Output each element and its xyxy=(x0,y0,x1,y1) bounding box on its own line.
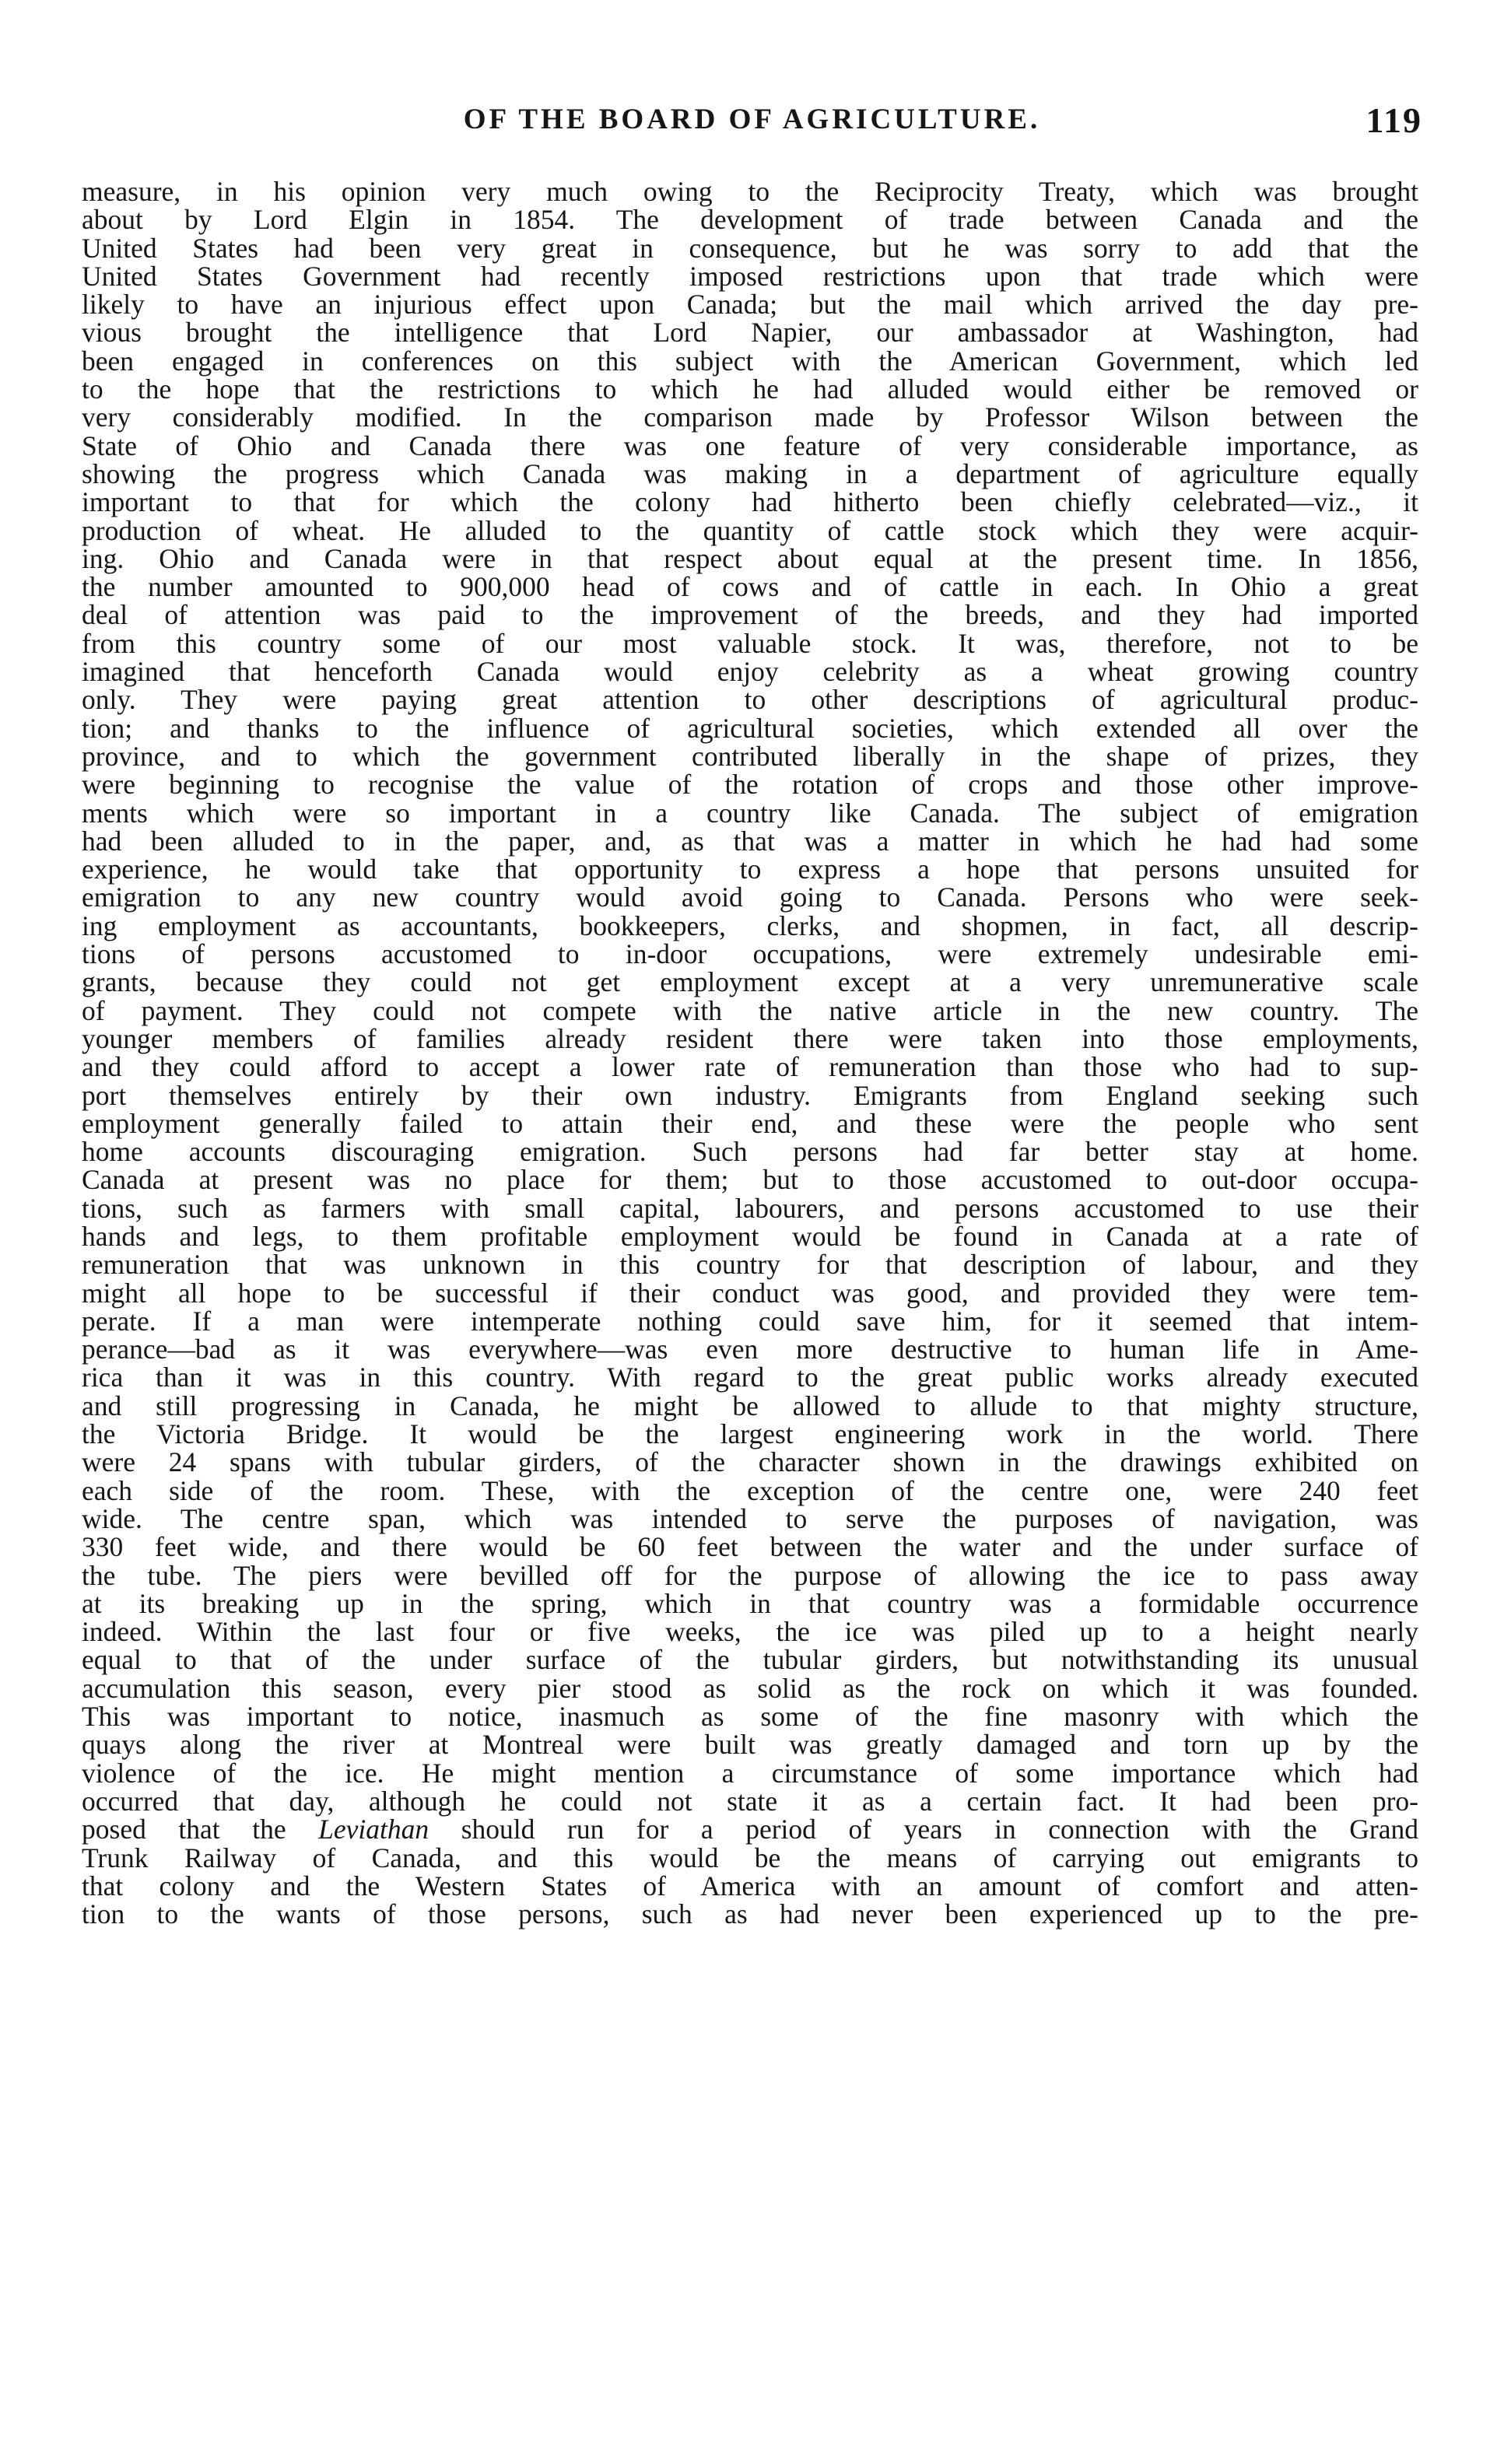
text-line: and still progressing in Canada, he might be allowed to allude to that mighty structure, xyxy=(82,1390,1418,1421)
text-line: Trunk Railway of Canada, and this would be the means of carrying out emigrants to xyxy=(82,1842,1418,1873)
text-line: emigration to any new country would avoid going to Canada. Persons who were seek- xyxy=(82,882,1418,913)
page-number: 119 xyxy=(1366,100,1422,140)
text-line: experience, he would take that opportunity to express a hope that persons unsuited for xyxy=(82,853,1418,885)
text-line: 330 feet wide, and there would be 60 feet between the water and the under surface of xyxy=(82,1531,1418,1563)
text-line: employment generally failed to attain their end, and these were the people who sent xyxy=(82,1107,1418,1139)
text-line: been engaged in conferences on this subject with the American Government, which led xyxy=(82,345,1418,377)
text-line: State of Ohio and Canada there was one feature of very considerable importance, as xyxy=(82,429,1418,461)
text-line: indeed. Within the last four or five weeks, the ice was piled up to a height nearly xyxy=(82,1616,1418,1648)
text-line-with-italic xyxy=(82,1815,1418,1843)
text-line: younger members of families already resident there were taken into those employments, xyxy=(82,1022,1418,1054)
text-line: to the hope that the restrictions to which he had alluded would either be removed or xyxy=(82,373,1418,405)
text-line: accumulation this season, every pier stood as solid as the rock on which it was founded. xyxy=(82,1672,1418,1704)
text-line: This was important to notice, inasmuch as some of the fine masonry with which the xyxy=(82,1701,1418,1733)
text-line: the Victoria Bridge. It would be the largest engineering work in the world. There xyxy=(82,1418,1418,1450)
body-text xyxy=(82,177,1418,1928)
text-line-start: posed that the xyxy=(82,1814,319,1845)
text-line: vious brought the intelligence that Lord Napier, our ambassador at Washington, had xyxy=(82,317,1418,349)
text-line: showing the progress which Canada was making in a department of agriculture equally xyxy=(82,457,1418,489)
text-line: the number amounted to 900,000 head of cows and of cattle in each. In Ohio a great xyxy=(82,571,1418,603)
text-line: United States had been very great in consequence, but he was sorry to add that the xyxy=(82,232,1418,264)
text-line: home accounts discouraging emigration. Such persons had far better stay at home. xyxy=(82,1136,1418,1168)
text-line: from this country some of our most valuable stock. It was, therefore, not to be xyxy=(82,627,1418,659)
text-line: United States Government had recently imposed restrictions upon that trade which were xyxy=(82,260,1418,292)
text-line: measure, in his opinion very much owing to the Reciprocity Treaty, which was brought xyxy=(82,176,1418,207)
text-line: quays along the river at Montreal were built was greatly damaged and torn up by the xyxy=(82,1729,1418,1761)
text-line: tions of persons accustomed to in-door occupations, were extremely undesirable emi- xyxy=(82,938,1418,970)
text-line: each side of the room. These, with the exception of the centre one, were 240 feet xyxy=(82,1474,1418,1506)
text-line: Canada at present was no place for them; but to those accustomed to out-door occupa- xyxy=(82,1164,1418,1196)
text-line: remuneration that was unknown in this country for that description of labour, and they xyxy=(82,1249,1418,1281)
text-line: at its breaking up in the spring, which in that country was a formidable occurrence xyxy=(82,1587,1418,1619)
text-line: deal of attention was paid to the improvement of the breeds, and they had imported xyxy=(82,599,1418,631)
text-line: tions, such as farmers with small capital, labourers, and persons accustomed to use their xyxy=(82,1192,1418,1224)
text-line: violence of the ice. He might mention a circumstance of some importance which had xyxy=(82,1757,1418,1789)
text-line: important to that for which the colony had hitherto been chiefly celebrated—viz., it xyxy=(82,486,1418,518)
text-line: about by Lord Elgin in 1854. The development of trade between Canada and the xyxy=(82,204,1418,236)
text-line: the tube. The piers were bevilled off for the purpose of allowing the ice to pass away xyxy=(82,1559,1418,1591)
text-line-end: should run for a period of years in connection with the Grand xyxy=(429,1814,1418,1845)
italic-term: Leviathan xyxy=(318,1814,429,1845)
text-line: province, and to which the government contributed liberally in the shape of prizes, they xyxy=(82,740,1418,772)
text-line: rica than it was in this country. With regard to the great public works already executed xyxy=(82,1362,1418,1393)
text-line: tion to the wants of those persons, such as had never been experienced up to the pre- xyxy=(82,1898,1418,1930)
text-line: imagined that henceforth Canada would enjoy celebrity as a wheat growing country xyxy=(82,656,1418,688)
text-line: had been alluded to in the paper, and, as that was a matter in which he had had some xyxy=(82,825,1418,857)
page-header xyxy=(82,100,1422,149)
text-line: wide. The centre span, which was intended to serve the purposes of navigation, was xyxy=(82,1502,1418,1534)
text-line: only. They were paying great attention to other descriptions of agricultural produc- xyxy=(82,684,1418,716)
text-line: were beginning to recognise the value of the rotation of crops and those other improve- xyxy=(82,769,1418,801)
text-line: perance—bad as it was everywhere—was even more destructive to human life in Ame- xyxy=(82,1334,1418,1365)
text-line: production of wheat. He alluded to the quantity of cattle stock which they were acquir- xyxy=(82,514,1418,546)
text-line: equal to that of the under surface of the tubular girders, but notwithstanding its unusual xyxy=(82,1644,1418,1676)
text-line: likely to have an injurious effect upon Canada; but the mail which arrived the day pre- xyxy=(82,289,1418,321)
text-line: port themselves entirely by their own industry. Emigrants from England seeking such xyxy=(82,1079,1418,1111)
text-line: very considerably modified. In the comparison made by Professor Wilson between the xyxy=(82,401,1418,433)
text-line: hands and legs, to them profitable employment would be found in Canada at a rate of xyxy=(82,1220,1418,1252)
text-line: ing employment as accountants, bookkeepers, clerks, and shopmen, in fact, all descrip- xyxy=(82,910,1418,941)
text-line: tion; and thanks to the influence of agricultural societies, which extended all over the xyxy=(82,712,1418,744)
text-line: occurred that day, although he could not state it as a certain fact. It had been pro- xyxy=(82,1785,1418,1817)
text-line: might all hope to be successful if their conduct was good, and provided they were tem- xyxy=(82,1277,1418,1309)
text-line: perate. If a man were intemperate nothing could save him, for it seemed that intem- xyxy=(82,1305,1418,1337)
text-line: and they could afford to accept a lower rate of remuneration than those who had to sup- xyxy=(82,1051,1418,1083)
text-line: that colony and the Western States of America with an amount of comfort and atten- xyxy=(82,1870,1418,1901)
running-head: OF THE BOARD OF AGRICULTURE. xyxy=(463,103,1041,135)
text-line: of payment. They could not compete with the native article in the new country. The xyxy=(82,994,1418,1026)
text-line: ments which were so important in a country like Canada. The subject of emigration xyxy=(82,797,1418,829)
text-line: were 24 spans with tubular girders, of the character shown in the drawings exhibited on xyxy=(82,1446,1418,1478)
text-line: grants, because they could not get employment except at a very unremunerative scale xyxy=(82,966,1418,998)
text-line: ing. Ohio and Canada were in that respect about equal at the present time. In 1856, xyxy=(82,542,1418,574)
